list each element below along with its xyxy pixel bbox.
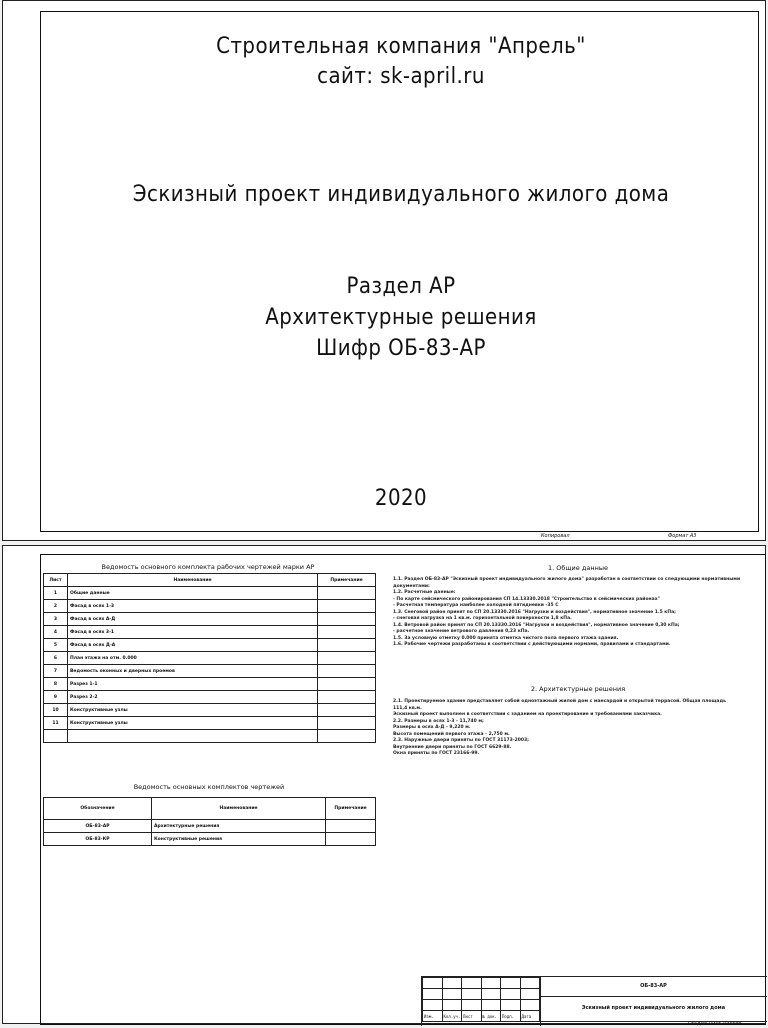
table-row	[44, 613, 376, 626]
set-code: ОБ-83-АР	[44, 820, 152, 833]
company-name: Строительная компания "Апрель"	[216, 34, 586, 59]
table-row	[44, 665, 376, 678]
title-block	[421, 976, 767, 1026]
set-code: ОБ-83-КР	[44, 833, 152, 846]
sheet-name: Конструктивные узлы	[68, 717, 318, 730]
stamp-col-label: № док.	[481, 1011, 501, 1022]
sheet-number: 3	[44, 613, 68, 626]
sheet-note	[318, 587, 376, 600]
stamp-col-label: Дата	[520, 1011, 540, 1022]
stamp-code: ОБ-83-АР	[640, 983, 667, 989]
note-line: - расчетное значение ветрового давления 0,23 кПа.	[393, 629, 530, 634]
table-row	[44, 704, 376, 717]
note-line: Эскизный проект выполнен в соответствии с заданием на проектирование и требованиями заказчика.	[393, 712, 662, 717]
sheet-name: Разрез 2-2	[68, 691, 318, 704]
sheet-note	[318, 652, 376, 665]
note-line: 1.5. За условную отметку 0.000 принята отметка чистого пола первого этажа здания.	[393, 635, 619, 641]
table-header-row	[44, 574, 376, 587]
table-row	[44, 691, 376, 704]
sheet-number: 9	[44, 691, 68, 704]
sheet-note	[318, 717, 376, 730]
table-row	[44, 833, 376, 846]
note-line: Окна приняты по ГОСТ 23166-99.	[393, 751, 480, 756]
sheet-note	[318, 665, 376, 678]
note-line: 1.1. Раздел ОБ-83-АР "Эскизный проект индивидуального жилого дома" разработан в соответствии со следующими нормативными	[393, 577, 741, 582]
sheet-name: Фасад в осях А-Д	[68, 613, 318, 626]
sheet-number: 1	[44, 587, 68, 600]
sheet-name: Фасад в осях 3-1	[68, 626, 318, 639]
sheet-name: Фасад в осях 1-3	[68, 600, 318, 613]
sheet-number: 5	[44, 639, 68, 652]
note-line: Размеры в осях А-Д - 9,220 м.	[393, 725, 471, 730]
sheet-name: Разрез 1-1	[68, 678, 318, 691]
copied-label: Копировал	[541, 533, 570, 539]
general-data-sheet	[2, 545, 766, 1027]
table-row	[44, 600, 376, 613]
sheet-note	[318, 678, 376, 691]
table2-title: Ведомость основных комплектов чертежей	[133, 783, 285, 791]
format-label: Формат А3	[668, 533, 697, 539]
table-row	[44, 626, 376, 639]
set-name: Конструктивные решения	[152, 833, 326, 846]
note-line: 2.2. Размеры в осях 1-3 - 11,740 м;	[393, 718, 484, 724]
table-row	[44, 587, 376, 600]
company-site: сайт: sk-april.ru	[317, 64, 485, 89]
arch-notes	[393, 699, 761, 758]
sheet-name: План этажа на отм. 0.000	[68, 652, 318, 665]
table1-title: Ведомость основного комплекта рабочих чертежей марки АР	[101, 563, 315, 571]
sheet-name: Конструктивные узлы	[68, 704, 318, 717]
set-note	[326, 833, 376, 846]
table-row-empty	[44, 730, 376, 743]
col-sheet: Лист	[44, 574, 68, 587]
sheet-number: 7	[44, 665, 68, 678]
arch-title: 2. Архитектурные решения	[530, 685, 626, 693]
year-label: 2020	[374, 486, 428, 511]
sheet-note	[318, 639, 376, 652]
note-line: - По карте сейсмического районирования СП 14.13330.2018 "Строительство в сейсмических районах"	[393, 596, 660, 602]
col-note: Примечание	[326, 798, 376, 820]
cipher-label: Шифр ОБ-83-АР	[316, 336, 486, 361]
sheet-number: 6	[44, 652, 68, 665]
stamp-title: Эскизный проект индивидуального жилого дома	[581, 1005, 726, 1011]
note-line: документами:	[393, 583, 430, 589]
stamp-col-label: Подп.	[501, 1011, 521, 1022]
note-line: 1.2. Расчетные данные:	[393, 590, 456, 595]
sheet-name: Общие данные	[68, 587, 318, 600]
set-note	[326, 820, 376, 833]
note-line: - Расчетная температура наиболее холодной пятидневки -35 С	[393, 603, 559, 608]
set-name: Архитектурные решения	[152, 820, 326, 833]
note-line: 111,4 кв.м.	[393, 705, 422, 711]
note-line: Внутренние двери приняты по ГОСТ 6629-88.	[393, 744, 512, 750]
sets-list-table	[43, 797, 376, 846]
general-title: 1. Общие данные	[548, 564, 608, 572]
note-line: Высота помещений первого этажа - 2,750 м.	[393, 731, 510, 737]
table-row	[44, 639, 376, 652]
sheet-name: Ведомость оконных и дверных проемов	[68, 665, 318, 678]
note-line: 1.6. Рабочие чертежи разработаны в соответствии с действующими нормами, правилами и стандартами.	[393, 642, 671, 647]
table-row	[44, 717, 376, 730]
sheet-number: 11	[44, 717, 68, 730]
note-line: 2.3. Наружные двери приняты по ГОСТ 31173-2003;	[393, 738, 529, 743]
sheet-number: 10	[44, 704, 68, 717]
general-notes	[393, 577, 761, 649]
sheet-note	[318, 704, 376, 717]
note-line: 1.3. Снеговой район принят по СП 20.13330.2016 "Нагрузки и воздействия", нормативное значение 1.5 кПа;	[393, 609, 676, 615]
drawings-list-table	[43, 573, 376, 743]
sheet-name: Фасад в осях Д-А	[68, 639, 318, 652]
sheet-note	[318, 626, 376, 639]
table-row	[44, 678, 376, 691]
note-line: - снеговая нагрузка на 1 кв.м. горизонтальной поверхности 1,8 кПа.	[393, 616, 572, 621]
sheet-note	[318, 613, 376, 626]
col-code: Обозначение	[44, 798, 152, 820]
stamp-hline	[540, 996, 767, 997]
note-line: 2.1. Проектируемое здание представляет собой одноэтажный жилой дом с мансардой и открытой террасой. Общая площадь	[393, 699, 726, 704]
sheet-note	[318, 600, 376, 613]
title-sheet	[2, 0, 766, 541]
stamp-grid	[422, 977, 540, 1022]
col-name: Наименование	[152, 798, 326, 820]
stamp-col-label: Лист	[462, 1011, 482, 1022]
stamp-col-label: Изм.	[423, 1011, 443, 1022]
stamp-col-label: Кол.уч.	[442, 1011, 462, 1022]
sheet-number: 2	[44, 600, 68, 613]
sheet-number: 4	[44, 626, 68, 639]
sheet-note	[318, 691, 376, 704]
col-name: Наименование	[68, 574, 318, 587]
note-line: 1.4. Ветровой район принят по СП 20.13330.2016 "Нагрузки и воздействия", нормативное значение 0,30 кПа;	[393, 622, 680, 628]
section-name: Архитектурные решения	[265, 305, 537, 330]
sheet-number: 8	[44, 678, 68, 691]
section-label: Раздел АР	[346, 274, 456, 299]
project-title: Эскизный проект индивидуального жилого дома	[132, 182, 670, 207]
col-note: Примечание	[318, 574, 376, 587]
table-row	[44, 820, 376, 833]
table-row	[44, 652, 376, 665]
table-header-row	[44, 798, 376, 820]
stamp-bottom: Стадия Лист Листов	[687, 1021, 742, 1027]
